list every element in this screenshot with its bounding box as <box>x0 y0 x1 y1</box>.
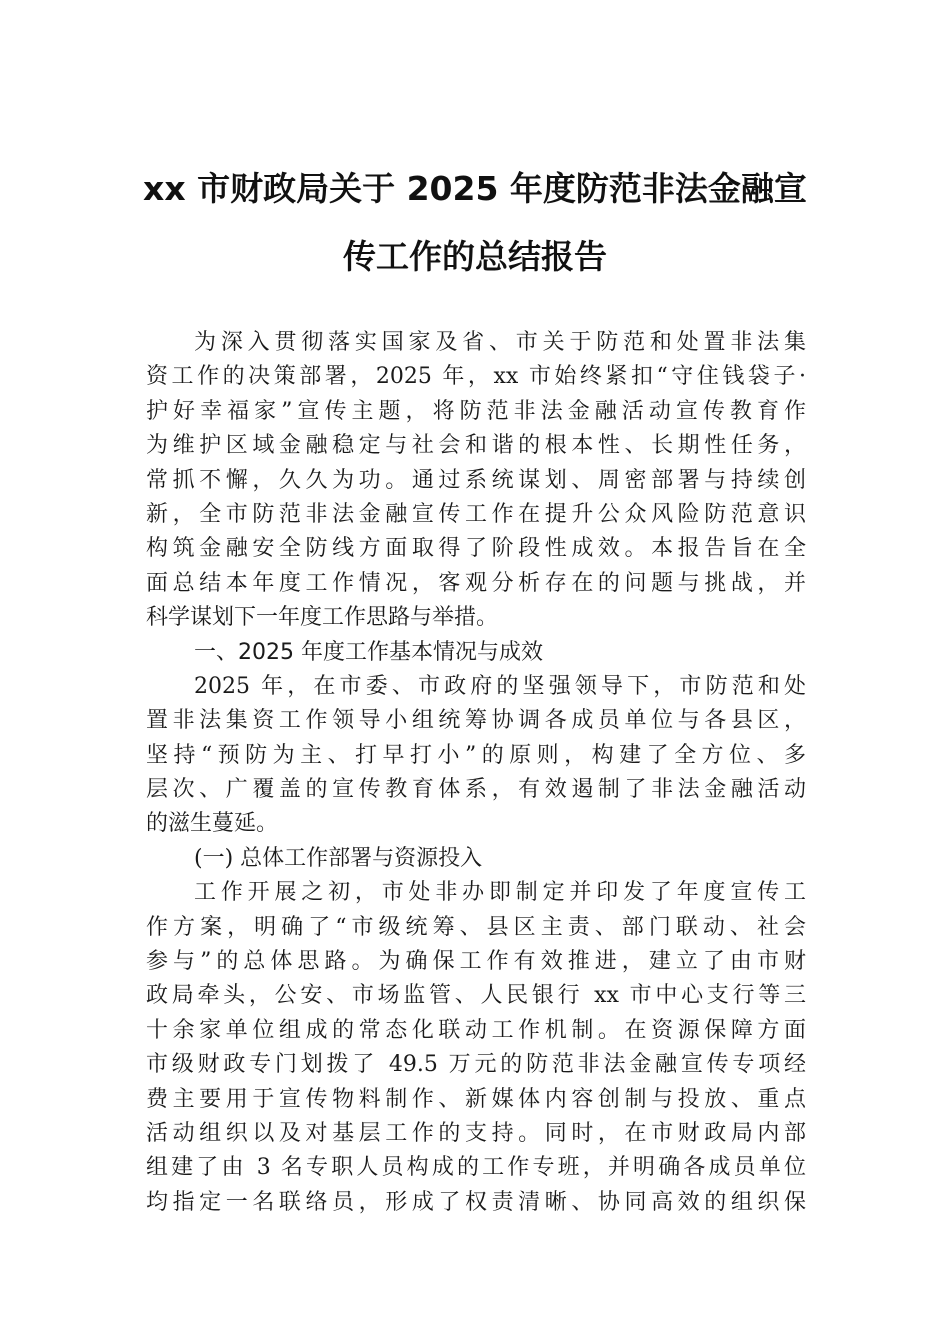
body-text-line: 坚持“预防为主、打早打小”的原则，构建了全方位、多 <box>146 742 806 768</box>
document-body <box>146 326 806 1220</box>
body-text-line: 构筑金融安全防线方面取得了阶段性成效。本报告旨在全 <box>146 536 806 562</box>
subsection-heading: (一) 总体工作部署与资源投入 <box>194 845 483 871</box>
body-text-line: 为深入贯彻落实国家及省、市关于防范和处置非法集 <box>194 330 806 355</box>
body-text-line: 的滋生蔓延。 <box>146 811 279 837</box>
body-text-line: 常抓不懈，久久为功。通过系统谋划、周密部署与持续创 <box>146 467 806 493</box>
section-heading: 一、2025 年度工作基本情况与成效 <box>194 639 543 665</box>
body-text-line: 作方案，明确了“市级统筹、县区主责、部门联动、社会 <box>146 914 806 940</box>
body-text-line: 资工作的决策部署，2025 年，xx 市始终紧扣“守住钱袋子· <box>146 364 806 390</box>
body-text-line: 为维护区域金融稳定与社会和谐的根本性、长期性任务， <box>146 433 806 459</box>
body-text-line: 十余家单位组成的常态化联动工作机制。在资源保障方面 <box>146 1017 806 1043</box>
body-text-line: 政局牵头，公安、市场监管、人民银行 xx 市中心支行等三 <box>146 983 806 1009</box>
body-text-line: 活动组织以及对基层工作的支持。同时，在市财政局内部 <box>146 1120 806 1146</box>
body-text-line: 费主要用于宣传物料制作、新媒体内容创制与投放、重点 <box>146 1086 806 1112</box>
body-text-line: 新，全市防范非法金融宣传工作在提升公众风险防范意识 <box>146 501 806 527</box>
body-text-line: 护好幸福家”宣传主题，将防范非法金融活动宣传教育作 <box>146 398 806 424</box>
body-text-line: 层次、广覆盖的宣传教育体系，有效遏制了非法金融活动 <box>146 777 806 803</box>
body-text-line: 置非法集资工作领导小组统筹协调各成员单位与各县区， <box>146 708 806 734</box>
body-text-line: 2025 年，在市委、市政府的坚强领导下，市防范和处 <box>194 673 806 699</box>
document-title-line-2: 传工作的总结报告 <box>343 237 607 276</box>
body-text-line: 工作开展之初，市处非办即制定并印发了年度宣传工 <box>194 880 806 906</box>
body-text-line: 参与”的总体思路。为确保工作有效推进，建立了由市财 <box>146 949 806 975</box>
document-title-line-1: xx 市财政局关于 2025 年度防范非法金融宣 <box>143 169 807 208</box>
body-text-line: 市级财政专门划拨了 49.5 万元的防范非法金融宣传专项经 <box>146 1052 806 1078</box>
body-text-line: 组建了由 3 名专职人员构成的工作专班，并明确各成员单位 <box>146 1155 806 1181</box>
body-text-line: 均指定一名联络员，形成了权责清晰、协同高效的组织保 <box>146 1189 806 1215</box>
body-text-line: 面总结本年度工作情况，客观分析存在的问题与挑战，并 <box>146 570 806 596</box>
body-text-line: 科学谋划下一年度工作思路与举措。 <box>146 605 499 631</box>
